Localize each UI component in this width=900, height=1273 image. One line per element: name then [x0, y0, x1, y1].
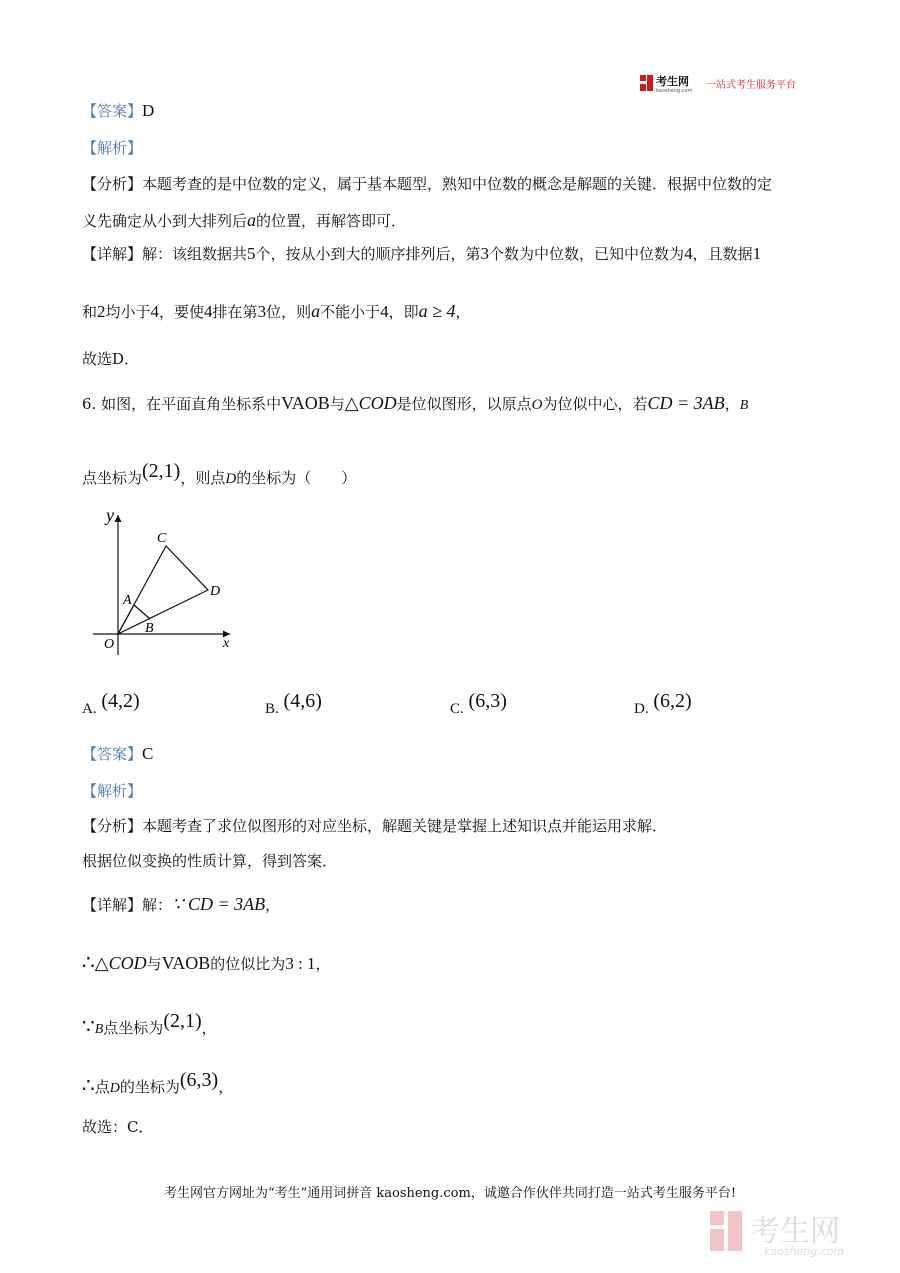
q6-xiangjie-line2: ∴△COD与VAOB的位似比为3 : 1， — [82, 952, 331, 974]
q5-fenxi-line1: 【分析】本题考查的是中位数的定义，属于基本题型，熟知中位数的概念是解题的关键．根据中位数的定 — [82, 175, 773, 193]
q6-stem-line2: 点坐标为(2,1)，则点D的坐标为（ ） — [82, 460, 357, 487]
q5-analysis-tag: 【解析】 — [82, 139, 143, 157]
label-b: B — [145, 621, 154, 636]
svg-text:kaosheng.com: kaosheng.com — [656, 88, 693, 93]
svg-text:一站式考生服务平台: 一站式考生服务平台 — [706, 80, 796, 91]
svg-text:kaosheng.com: kaosheng.com — [764, 1245, 845, 1258]
q6-answer-line: 【答案】C — [82, 744, 154, 763]
triangle-cod — [118, 546, 208, 634]
q6-fenxi-line2: 根据位似变换的性质计算，得到答案． — [82, 852, 338, 870]
footer-text: 考生网官方网址为“考生”通用词拼音 kaosheng.com，诚邀合作伙伴共同打造一站式考生服务平台! — [163, 1186, 737, 1201]
option-a: A. (4,2) — [82, 690, 140, 717]
answer-tag: 【答案】 — [82, 102, 143, 120]
watermark-logo-icon — [708, 1203, 878, 1263]
q5-xiangjie-line1: 【详解】解：该组数据共5个，按从小到大的顺序排列后，第3个数为中位数，已知中位数为4，且数据1 — [82, 244, 762, 263]
label-a: A — [123, 593, 132, 608]
q5-xiangjie-line2: 和2均小于4，要使4排在第3位，则a不能小于4，即a ≥ 4， — [82, 301, 471, 321]
kaosheng-logo-icon — [640, 73, 810, 93]
q6-analysis-tag: 【解析】 — [82, 782, 143, 800]
label-y: y — [106, 505, 114, 525]
svg-text:考生网: 考生网 — [656, 75, 689, 88]
watermark — [708, 1203, 878, 1263]
header-logo — [640, 73, 810, 93]
q6-figure — [90, 505, 240, 655]
q6-fenxi-line1: 【分析】本题考查了求位似图形的对应坐标，解题关键是掌握上述知识点并能运用求解． — [82, 817, 668, 835]
label-o: O — [104, 637, 115, 652]
q6-stem-line1: 6. 如图，在平面直角坐标系中VAOB与△COD是位似图形，以原点O为位似中心，若CD = 3AB，B — [82, 393, 749, 413]
option-c: C. (6,3) — [450, 690, 507, 717]
q5-conclusion: 故选D． — [82, 350, 140, 368]
option-d: D. (6,2) — [634, 690, 692, 717]
label-c: C — [157, 531, 167, 546]
answer-value: D — [142, 101, 155, 120]
label-d: D — [210, 584, 221, 599]
coordinate-figure — [90, 505, 240, 655]
svg-text:考生网: 考生网 — [750, 1214, 840, 1249]
q6-xiangjie-line3: ∵B点坐标为(2,1)， — [82, 1010, 217, 1038]
q6-xiangjie-line1: 【详解】解：∵ CD = 3AB， — [82, 894, 281, 914]
q5-fenxi-line2: 义先确定从小到大排列后a的位置，再解答即可． — [82, 210, 407, 230]
option-b: B. (4,6) — [265, 690, 322, 717]
label-x: x — [223, 636, 230, 651]
q6-xiangjie-line4: ∴点D的坐标为(6,3)， — [82, 1069, 234, 1097]
q6-conclusion: 故选：C． — [82, 1118, 154, 1136]
q5-answer-line — [82, 100, 154, 122]
